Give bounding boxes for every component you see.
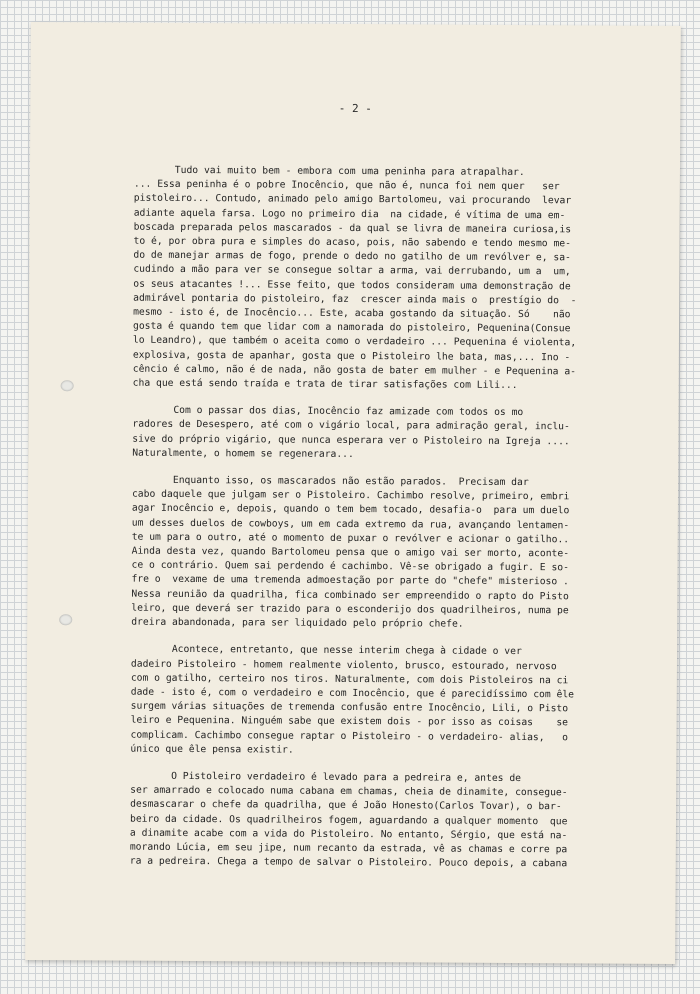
text-line: admirável pontaria do pistoleiro, faz crescer ainda mais o prestígio do - [133,292,577,307]
text-line: to é, por obra pura e simples do acaso, pois, não sabendo e tendo mesmo me- [133,235,571,250]
text-line: gosta é quando tem que lidar com a namorada do pistoleiro, Pequenina(Consue [132,320,571,335]
text-line: leiro e Pequenina. Ninguém sabe que existem dois - por isso as coisas se [130,714,569,729]
typed-page [25,22,681,964]
text-line: desmascarar o chefe da quadrilha, que é João Honesto(Carlos Tovar), o bar- [130,798,562,813]
text-line: Ainda desta vez, quando Bartolomeu pensa que o amigo vai ser morto, aconte- [131,545,570,560]
text-line: cha que está sendo traída e trata de tirar satisfações com Lili... [132,377,518,392]
text-line: ser amarrado e colocado numa cabana em chamas, cheia de dinamite, consegue- [130,784,568,799]
text-line: adiante aquela farsa. Logo no primeiro dia na cidade, é vítima de uma em- [133,207,566,221]
text-line: Enquanto isso, os mascarados não estão parados. Precisam dar [132,474,529,489]
text-line: surgem várias situações de tremenda confusão entre Inocêncio, Lili, o Pisto [130,700,569,715]
punch-hole [61,380,74,391]
text-line: boscada preparada pelos mascarados - da qual se livra de maneira curiosa,is [133,221,572,236]
text-line: ... Essa peninha é o pobre Inocêncio, que não é, nunca foi nem quer ser [133,178,560,193]
text-line: um desses duelos de cowboys, um em cada extremo da rua, avançando lentamen- [131,517,570,531]
text-line: ce o contrário. Quem sai perdendo é cachimbo. Vê-se obrigado a fugir. E so- [131,559,570,574]
text-line: agar Inocêncio e, depois, quando o tem bem tocado, desafia-o para um duelo [131,503,570,517]
text-line: beiro da cidade. Os quadrilheiros fogem, aguardando a qualquer momento que [129,813,568,827]
text-line: Acontece, entretanto, que nesse interim chega à cidade o ver [131,643,522,658]
typed-body [130,164,658,886]
text-line: te um para o outro, até o momento de puxar o revólver e acionar o gatilho.. [131,531,570,546]
text-line: a dinamite acabe com a vida do Pistoleiro. No entanto, Sérgio, que está na- [129,827,568,842]
text-line: Com o passar dos dias, Inocêncio faz amizade com todos os mo [132,404,524,419]
text-line: explosiva, gosta de apanhar, gosta que o Pistoleiro lhe bata, mas,... Ino - [132,349,571,363]
text-line: morando Lúcia, em seu jipe, num recanto da estrada, vê as chamas e corre pa [129,841,568,856]
text-line: leiro, que deverá ser trazido para o esconderijo dos quadrilheiros, numa pe [131,602,569,617]
text-line: dreira abandonada, para ser liquidado pelo próprio chefe. [131,616,464,630]
paragraph-1 [133,164,658,394]
text-line: dadeiro Pistoleiro - homem realmente violento, brusco, estourado, nervoso [130,658,557,672]
text-line: dade - isto é, com o verdadeiro e com Inocêncio, que é parecidíssimo com êle [130,686,575,701]
text-line: fre o vexame de uma tremenda admoestação por parte do "chefe" misterioso . [131,574,569,588]
text-line: com o gatilho, certeiro nos tiros. Naturalmente, com dois Pistoleiros na ci [130,672,569,687]
paragraph-4 [130,643,655,760]
text-line: complicam. Cachimbo consegue raptar o Pistoleiro - o verdadeiro- alias, o [130,729,568,743]
text-line: Tudo vai muito bem - embora com uma peninha para atrapalhar. [133,164,525,179]
paragraph-2 [132,404,656,464]
text-line: sive do próprio vigário, que nunca esperara ver o Pistoleiro na Igreja .... [132,433,570,447]
text-line: Naturalmente, o homem se regenerara... [132,447,354,460]
paragraph-5 [130,770,655,873]
text-line: pistoleiro... Contudo, animado pelo amigo Bartolomeu, vai procurando levar [133,193,572,207]
text-line: Nessa reunião da quadrilha, fica combinado ser empreendido o rapto do Pisto [131,588,569,603]
text-line: os seus atacantes !... Esse feito, que todos consideram uma demonstração de [133,278,571,292]
text-line: ra a pedreira. Chega a tempo de salvar o Pistoleiro. Pouco depois, a cabana [129,855,568,870]
punch-hole [59,614,72,625]
text-line: cudindo a mão para ver se consegue soltar a arma, vai derrubando, um a um, [133,264,571,278]
paragraph-3 [131,474,656,633]
text-line: do de manejar armas de fogo, prende o dedo no gatilho de um revólver e, sa- [133,249,571,264]
text-line: único que êle pensa existir. [130,743,294,756]
page-number: - 2 - [338,101,372,116]
text-line: radores de Desespero, até com o vigário local, para admiração geral, inclu- [132,419,570,433]
text-line: mesmo - isto é, de Inocêncio... Este, acaba gostando da situação. Só não [133,306,571,321]
text-line: O Pistoleiro verdadeiro é levado para a pedreira e, antes de [130,770,522,784]
text-line: cêncio é calmo, não é de nada, não gosta de bater em mulher - e Pequenina a- [132,363,577,378]
text-line: cabo daquele que julgam ser o Pistoleiro. Cachimbo resolve, primeiro, embri [131,488,570,503]
text-line: lo Leandro), que também o aceita como o verdadeiro ... Pequenina é violenta, [132,335,577,349]
